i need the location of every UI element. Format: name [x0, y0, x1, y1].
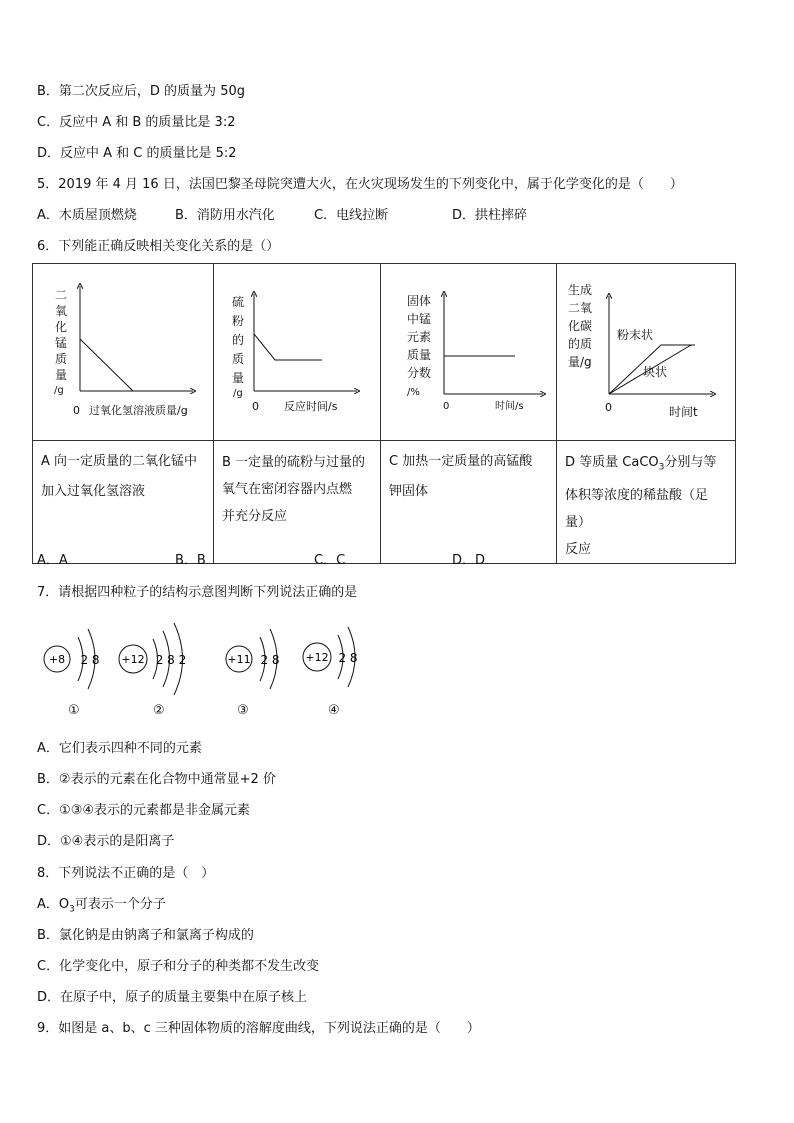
atom-2-nucleus: +12 [121, 653, 145, 666]
graph-d-label-block: 块状 [643, 365, 668, 379]
q6-desc-d-line-2: 体积等浓度的稀盐酸（足量） [565, 487, 709, 530]
graph-c-origin: 0 [443, 401, 450, 412]
q7-option-b: B．②表示的元素在化合物中通常显+2 价 [37, 772, 276, 787]
q6-desc-b-line-3: 并充分反应 [222, 509, 288, 524]
q7-option-a: A．它们表示四种不同的元素 [37, 741, 202, 756]
graph-a-ylabel-4: 质 [55, 352, 68, 366]
prev-option-b: B．第二次反应后，D 的质量为 50g [37, 84, 245, 99]
graph-b-ylabel-3: 质 [232, 352, 245, 366]
graph-b-ylabel-4: 量 [232, 371, 245, 385]
atom-1-nucleus: +8 [48, 653, 66, 666]
q6-graph-b [214, 264, 381, 441]
q6-desc-c-line-2: 钾固体 [389, 484, 429, 499]
q5-option-c: C．电线拉断 [314, 208, 389, 223]
q6-desc-d [557, 441, 736, 564]
graph-d-ylabel-1: 二氧 [568, 301, 593, 315]
atom-3-nucleus: +11 [227, 653, 251, 666]
q6-graph-d [557, 264, 736, 441]
graph-c-xlabel: 时间/s [495, 401, 524, 412]
question-8: 8．下列说法不正确的是（ ） [37, 866, 215, 881]
graph-d-label-powder: 粉末状 [617, 328, 654, 342]
graph-c-ylabel-0: 固体 [407, 294, 432, 308]
graph-d-ylabel-2: 化碳 [568, 319, 593, 333]
prev-option-d: D．反应中 A 和 C 的质量比是 5:2 [37, 146, 237, 161]
graph-c-ylabel-5: /% [407, 387, 420, 398]
graph-b-origin: 0 [252, 400, 259, 413]
q7-option-c: C．①③④表示的元素都是非金属元素 [37, 803, 251, 818]
atom-1-shells: 2 8 [80, 653, 100, 667]
graph-a-ylabel-5: 量 [55, 368, 68, 382]
q6-desc-b-line-2: 氧气在密闭容器内点燃 [222, 482, 353, 497]
question-6: 6．下列能正确反映相关变化关系的是（） [37, 239, 280, 254]
q6-desc-c-line-1: C 加热一定质量的高锰酸 [389, 454, 533, 469]
atom-label-2: ② [153, 703, 165, 718]
prev-option-c: C．反应中 A 和 B 的质量比是 3:2 [37, 115, 236, 130]
graph-c-svg [381, 264, 557, 440]
graph-c-ylabel-2: 元素 [407, 330, 432, 344]
graph-a-ylabel-3: 锰 [55, 336, 68, 350]
atom-label-1: ① [68, 703, 80, 718]
graph-b-xlabel: 反应时间/s [284, 400, 338, 413]
graph-a-ylabel-2: 化 [55, 320, 68, 334]
q6-option-c: C．C [314, 553, 346, 568]
graph-d-ylabel-3: 的质 [568, 337, 593, 351]
graph-d-svg [557, 264, 736, 440]
graph-d-ylabel-4: 量/g [568, 355, 592, 369]
graph-b-ylabel-5: /g [233, 388, 243, 399]
graph-d-origin: 0 [605, 401, 612, 414]
graph-b-ylabel-2: 的 [232, 333, 245, 347]
question-7: 7．请根据四种粒子的结构示意图判断下列说法正确的是 [37, 585, 358, 600]
question-5: 5．2019 年 4 月 16 日，法国巴黎圣母院突遭大火，在火灾现场发生的下列变化中，属于化学变化的是（ ） [37, 177, 683, 192]
graph-a-xlabel: 过氧化氢溶液质量/g [89, 404, 188, 417]
graph-a-ylabel-0: 二 [55, 288, 68, 302]
q6-desc-c [381, 441, 557, 564]
atom-label-4: ④ [328, 703, 340, 718]
question-9: 9．如图是 a、b、c 三种固体物质的溶解度曲线，下列说法正确的是（ ） [37, 1021, 480, 1036]
graph-a-ylabel-1: 氧 [55, 304, 68, 318]
graph-b-curve [254, 334, 322, 360]
q8-option-a: A．$O_3$可表示一个分子 [37, 897, 166, 915]
q6-desc-a-line-1: A 向一定质量的二氧化锰中 [41, 454, 198, 469]
atom-4-nucleus: +12 [305, 651, 329, 664]
graph-d-xlabel: 时间t [669, 405, 698, 419]
atom-3-shells: 2 8 [260, 653, 280, 667]
q5-option-b: B．消防用水汽化 [175, 208, 275, 223]
atom-diagram-3 [222, 612, 302, 702]
q6-desc-a [33, 441, 214, 564]
graph-a-origin: 0 [73, 404, 80, 417]
graph-a-ylabel-6: /g [54, 385, 64, 396]
q6-desc-d-line-3: 反应 [565, 541, 592, 557]
graph-c-ylabel-4: 分数 [407, 366, 432, 380]
atom-label-3: ③ [237, 703, 249, 718]
q6-option-a: A．A [37, 553, 68, 568]
q8-option-d: D．在原子中，原子的质量主要集中在原子核上 [37, 990, 308, 1005]
q6-option-b: B．B [175, 553, 206, 568]
graph-c-ylabel-1: 中锰 [407, 312, 432, 326]
q6-graph-c [381, 264, 557, 441]
q6-table [32, 263, 736, 564]
q6-option-d: D．D [452, 553, 486, 568]
graph-d-ylabel-0: 生成 [568, 283, 593, 297]
q5-option-d: D．拱柱摔碎 [452, 208, 528, 223]
graph-a-curve [80, 339, 133, 391]
q6-desc-b [214, 441, 381, 564]
atom-diagram-2 [114, 612, 204, 702]
q5-option-a: A．木质屋顶燃烧 [37, 208, 137, 223]
graph-c-ylabel-3: 质量 [407, 348, 432, 362]
q6-desc-a-line-2: 加入过氧化氢溶液 [41, 484, 146, 499]
q6-desc-d-line-1: D 等质量 CaCO$_3$分别与等 [565, 455, 717, 473]
graph-b-svg [214, 264, 381, 440]
q6-graph-a [33, 264, 214, 441]
graph-b-ylabel-1: 粉 [232, 314, 245, 328]
q7-option-d: D．①④表示的是阳离子 [37, 834, 175, 849]
graph-a-svg [33, 264, 214, 440]
q8-option-c: C．化学变化中，原子和分子的种类都不发生改变 [37, 959, 320, 974]
atom-diagram-1 [40, 612, 120, 702]
q6-desc-b-line-1: B 一定量的硫粉与过量的 [222, 455, 366, 470]
atom-diagram-4 [300, 612, 380, 702]
q8-option-b: B．氯化钠是由钠离子和氯离子构成的 [37, 928, 254, 943]
graph-b-ylabel-0: 硫 [232, 295, 245, 309]
atom-4-shells: 2 8 [338, 651, 358, 665]
atom-2-shells: 2 8 2 [155, 653, 187, 667]
